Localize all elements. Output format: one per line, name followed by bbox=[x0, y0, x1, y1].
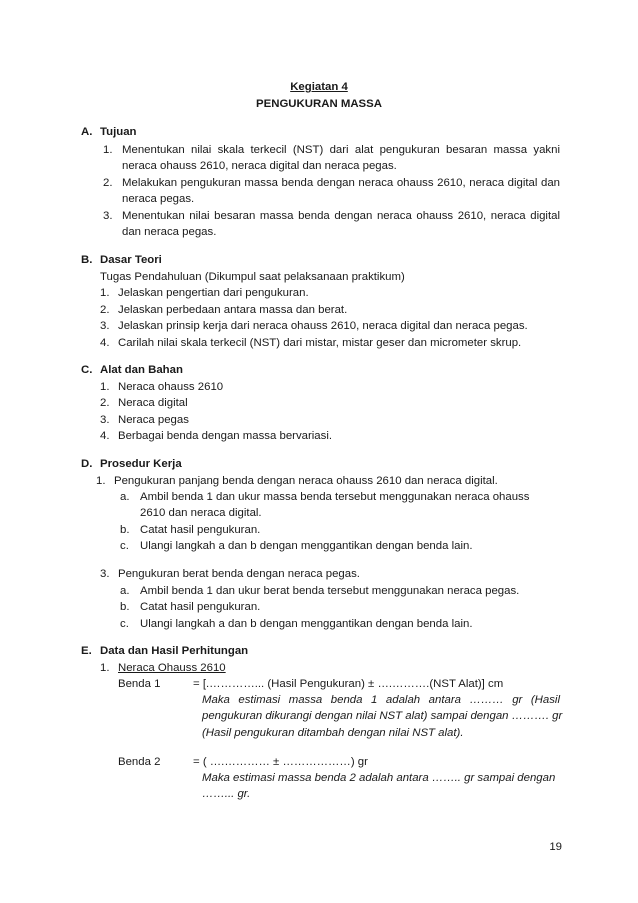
estimate-text: pengukuran dikurangi dengan nilai NST alat) sampai dengan ………. gr bbox=[202, 710, 563, 722]
page-number: 19 bbox=[549, 841, 562, 853]
list-number: 1. bbox=[100, 381, 110, 393]
estimate-text: (Hasil pengukuran ditambah dengan nilai NST alat). bbox=[202, 727, 464, 739]
section-heading: Dasar Teori bbox=[100, 254, 162, 266]
list-number: 3. bbox=[100, 320, 110, 332]
object-label: Benda 1 bbox=[118, 678, 161, 690]
list-item-text: Menentukan nilai skala terkecil (NST) dari alat pengukuran besaran massa yakni bbox=[122, 144, 560, 156]
section-heading: Alat dan Bahan bbox=[100, 364, 183, 376]
list-number: 3. bbox=[100, 414, 110, 426]
list-item-text: Neraca ohauss 2610 bbox=[118, 381, 224, 393]
subsection-number: 1. bbox=[100, 662, 110, 674]
estimate-text: Maka estimasi massa benda 2 adalah antara …….. gr sampai dengan bbox=[202, 772, 556, 784]
list-item-text: Jelaskan pengertian dari pengukuran. bbox=[118, 287, 309, 299]
list-item-text: Neraca digital bbox=[118, 397, 188, 409]
object-label: Benda 2 bbox=[118, 756, 161, 768]
step-number: 1. bbox=[96, 475, 106, 487]
estimate-text: ……... gr. bbox=[202, 788, 251, 800]
list-number: 1. bbox=[100, 287, 110, 299]
sub-step-text: 2610 dan neraca digital. bbox=[140, 507, 262, 519]
step-text: Pengukuran panjang benda dengan neraca ohauss 2610 dan neraca digital. bbox=[114, 475, 498, 487]
sub-step-text: Ulangi langkah a dan b dengan menggantikan dengan benda lain. bbox=[140, 540, 473, 552]
page-title: PENGUKURAN MASSA bbox=[256, 98, 382, 110]
list-number: 4. bbox=[100, 337, 110, 349]
sub-step-text: Ambil benda 1 dan ukur berat benda tersebut menggunakan neraca pegas. bbox=[140, 585, 520, 597]
measurement-formula: = ( ….………… ± ………………) gr bbox=[193, 756, 368, 768]
list-item-text: Carilah nilai skala terkecil (NST) dari mistar, mistar geser dan micrometer skrup. bbox=[118, 337, 522, 349]
sub-step-letter: b. bbox=[120, 601, 130, 613]
sub-step-letter: c. bbox=[120, 540, 129, 552]
sub-step-text: Ulangi langkah a dan b dengan menggantikan dengan benda lain. bbox=[140, 618, 473, 630]
estimate-text: Maka estimasi massa benda 1 adalah antara ……… gr (Hasil bbox=[202, 694, 560, 706]
list-item-text: Jelaskan perbedaan antara massa dan berat. bbox=[118, 304, 348, 316]
section-letter: D. bbox=[81, 458, 93, 470]
section-heading: Data dan Hasil Perhitungan bbox=[100, 645, 249, 657]
sub-step-text: Catat hasil pengukuran. bbox=[140, 524, 261, 536]
list-item-text: Menentukan nilai besaran massa benda dengan neraca ohauss 2610, neraca digital bbox=[122, 210, 560, 222]
sub-step-letter: b. bbox=[120, 524, 130, 536]
list-number: 4. bbox=[100, 430, 110, 442]
sub-step-letter: c. bbox=[120, 618, 129, 630]
sub-step-letter: a. bbox=[120, 585, 130, 597]
step-text: Pengukuran berat benda dengan neraca pegas. bbox=[118, 568, 360, 580]
section-heading: Prosedur Kerja bbox=[100, 458, 182, 470]
list-number: 2. bbox=[100, 304, 110, 316]
activity-label: Kegiatan 4 bbox=[290, 81, 348, 93]
list-item-text: neraca pegas. bbox=[122, 193, 195, 205]
section-letter: A. bbox=[81, 126, 93, 138]
sub-step-letter: a. bbox=[120, 491, 130, 503]
list-item-text: Jelaskan prinsip kerja dari neraca ohauss 2610, neraca digital dan neraca pegas. bbox=[118, 320, 528, 332]
sub-step-text: Catat hasil pengukuran. bbox=[140, 601, 261, 613]
list-number: 2. bbox=[103, 177, 113, 189]
list-item-text: Neraca pegas bbox=[118, 414, 189, 426]
section-intro: Tugas Pendahuluan (Dikumpul saat pelaksanaan praktikum) bbox=[100, 271, 405, 283]
sub-step-text: Ambil benda 1 dan ukur massa benda tersebut menggunakan neraca ohauss bbox=[140, 491, 530, 503]
list-item-text: Berbagai benda dengan massa bervariasi. bbox=[118, 430, 333, 442]
step-number: 3. bbox=[100, 568, 110, 580]
list-item-text: Melakukan pengukuran massa benda dengan neraca ohauss 2610, neraca digital dan bbox=[122, 177, 560, 189]
list-number: 1. bbox=[103, 144, 113, 156]
list-item-text: neraca ohauss 2610, neraca digital dan neraca pegas. bbox=[122, 160, 397, 172]
section-letter: B. bbox=[81, 254, 93, 266]
list-number: 3. bbox=[103, 210, 113, 222]
list-item-text: dan neraca pegas. bbox=[122, 226, 217, 238]
subsection-title: Neraca Ohauss 2610 bbox=[118, 662, 226, 674]
measurement-formula: = [.…………... (Hasil Pengukuran) ± ….……….(NST Alat)] cm bbox=[193, 678, 504, 690]
section-letter: C. bbox=[81, 364, 93, 376]
section-heading: Tujuan bbox=[100, 126, 137, 138]
section-letter: E. bbox=[81, 645, 92, 657]
list-number: 2. bbox=[100, 397, 110, 409]
